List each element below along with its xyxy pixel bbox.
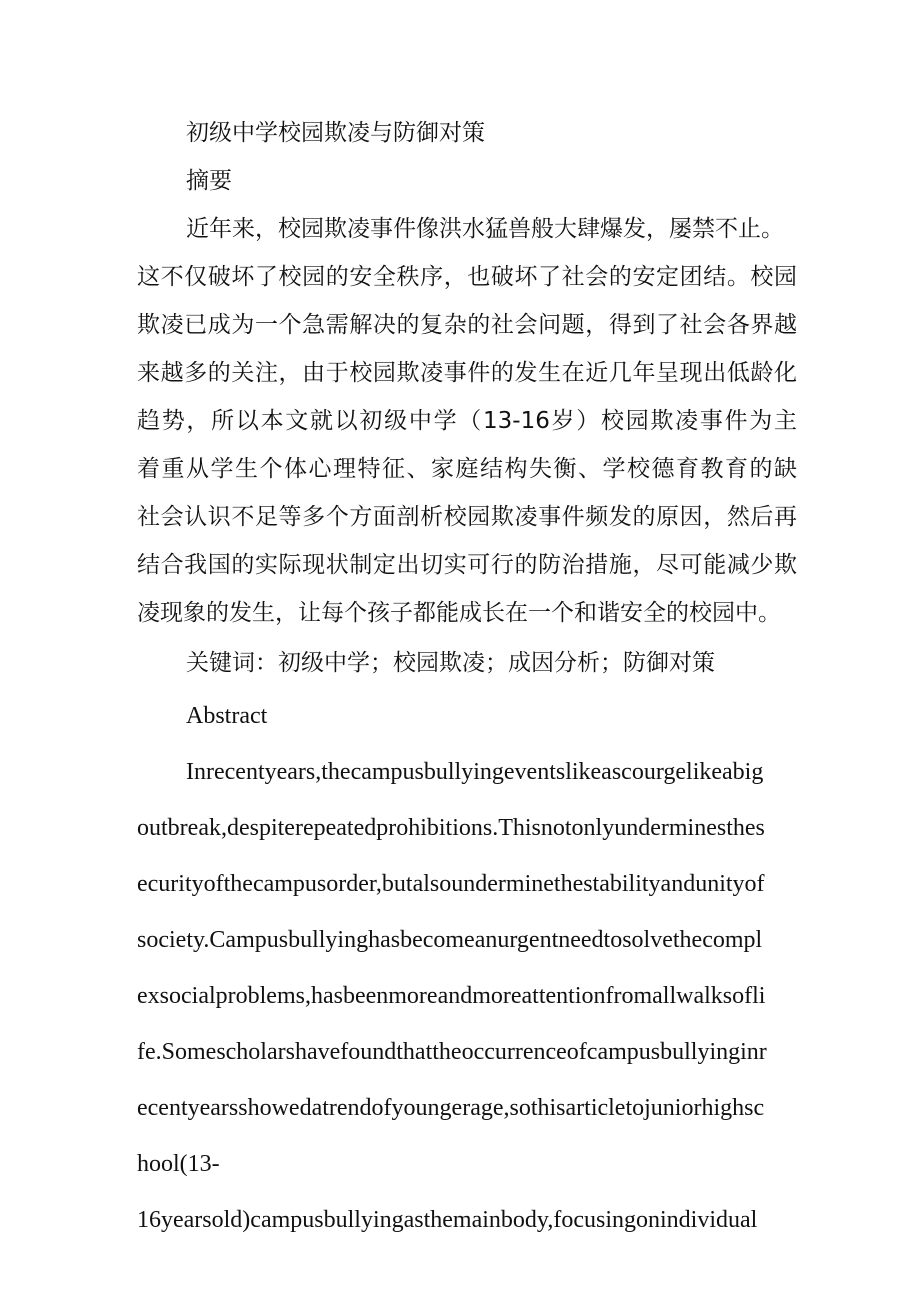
abstract-zh-line: 来越多的关注，由于校园欺凌事件的发生在近几年呈现出低龄化 — [137, 360, 797, 386]
abstract-zh-line: 着重从学生个体心理特征、家庭结构失衡、学校德育教育的缺 — [137, 456, 797, 482]
abstract-zh-line: 欺凌已成为一个急需解决的复杂的社会问题，得到了社会各界越 — [137, 312, 797, 338]
abstract-en-line: ecurityofthecampusorder,butalsounderminethestabilityandunityof — [137, 871, 765, 897]
abstract-zh-line: 这不仅破坏了校园的安全秩序，也破坏了社会的安定团结。校园 — [137, 264, 797, 290]
abstract-en-line: 16yearsold)campusbullyingasthemainbody,focusingonindividual — [137, 1207, 758, 1233]
abstract-en-line: society.Campusbullyinghasbecomeanurgentneedtosolvethecompl — [137, 927, 763, 953]
keywords: 关键词：初级中学；校园欺凌；成因分析；防御对策 — [186, 650, 715, 676]
abstract-en-line: ecentyearsshowedatrendofyoungerage,sothisarticletojuniorhighsc — [137, 1095, 765, 1121]
document-title: 初级中学校园欺凌与防御对策 — [186, 120, 485, 146]
abstract-en-line: exsocialproblems,hasbeenmoreandmoreattentionfromallwalksofli — [137, 983, 766, 1009]
abstract-zh-line: 社会认识不足等多个方面剖析校园欺凌事件频发的原因，然后再 — [137, 504, 797, 530]
abstract-en-line: hool(13- — [137, 1151, 220, 1177]
abstract-en-line: fe.Somescholarshavefoundthattheoccurrenceofcampusbullyinginr — [137, 1039, 767, 1065]
abstract-en-line: outbreak,despiterepeatedprohibitions.Thisnotonlyunderminesthes — [137, 815, 765, 841]
abstract-heading: 摘要 — [186, 168, 232, 194]
abstract-en-heading: Abstract — [186, 703, 268, 729]
abstract-zh-line: 结合我国的实际现状制定出切实可行的防治措施，尽可能减少欺 — [137, 552, 797, 578]
abstract-zh-line: 近年来，校园欺凌事件像洪水猛兽般大肆爆发，屡禁不止。 — [186, 216, 784, 242]
abstract-en-line: Inrecentyears,thecampusbullyingeventslikeascourgelikeabig — [186, 759, 764, 785]
abstract-zh-line: 趋势，所以本文就以初级中学（13-16岁）校园欺凌事件为主 — [137, 408, 797, 434]
abstract-zh-line: 凌现象的发生，让每个孩子都能成长在一个和谐安全的校园中。 — [137, 600, 781, 626]
